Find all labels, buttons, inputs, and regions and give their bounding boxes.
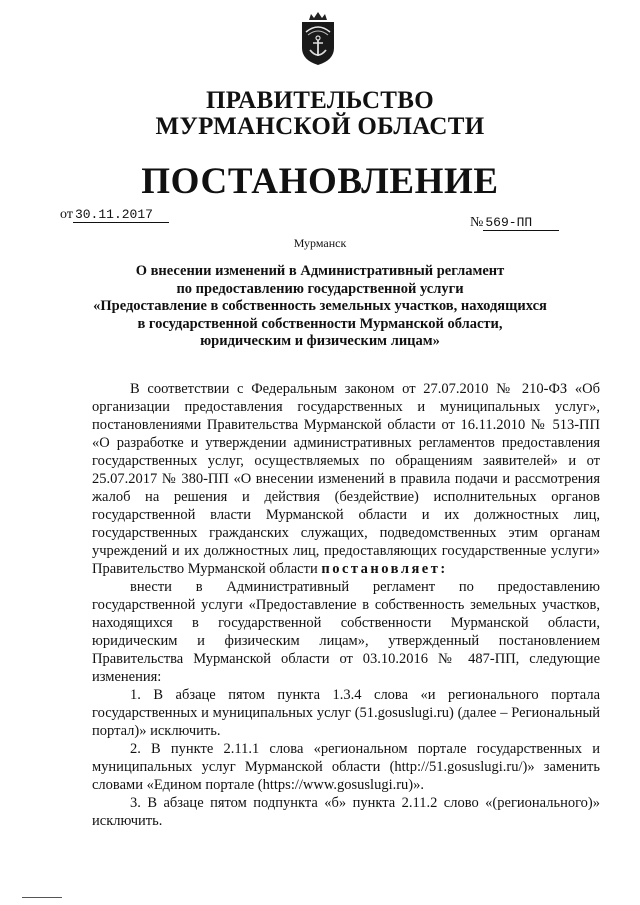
number-prefix: №	[470, 215, 484, 230]
city-name: Мурманск	[293, 236, 347, 250]
government-name-line-1: ПРАВИТЕЛЬСТВО	[206, 87, 434, 114]
amendment-item-1: 1. В абзаце пятом пункта 1.3.4 слова «и регионального портала государственных и муниципальных услуг (51.gosuslugi.ru) (далее – Региональный портал)» исключить.	[92, 687, 600, 739]
title-line: О внесении изменений в Административный регламент	[135, 263, 505, 279]
document-number-field	[470, 215, 559, 231]
preamble-paragraph	[92, 380, 600, 578]
document-type-heading: ПОСТАНОВЛЕНИЕ	[141, 161, 499, 202]
preamble-text: В соответствии с Федеральным законом от 27.07.2010 № 210-ФЗ «Об организации предоставления государственных и муниципальных услуг», постановлениями Правительства Мурманской области от 16.11.2010 № 513-ПП «О разработке и утверждении административных регламентов предоставления государственных услуг, осуществляемых по обращениям заявителей» и от 25.07.2017 № 380-ПП «О внесении изменений в правила подачи и рассмотрения жалоб на решения и действия (бездействие) исполнительных органов государственной власти Мурманской области и их должностных лиц, государственных гражданских служащих, подведомственных этим органам учреждений и их должностных лиц, предоставляющих государственные услуги» Правительство Мурманской области	[92, 381, 600, 577]
resolves-keyword: постановляет:	[321, 561, 448, 577]
title-line: «Предоставление в собственность земельных участков, находящихся	[93, 298, 547, 314]
document-number: 569-ПП	[483, 215, 559, 231]
amendment-item-2: 2. В пункте 2.11.1 слова «региональном портале государственных и муниципальных услуг Мурманской области (http://51.gosuslugi.ru/)» заменить словами «Едином портале (https://www.gosuslugi.ru)».	[92, 741, 600, 793]
amendment-intro-paragraph: внести в Административный регламент по предоставлению государственной услуги «Предоставление в собственность земельных участков, находящихся в государственной собственности Мурманской области, юридическим и физическим лицам», утвержденный постановлением Правительства Мурманской области от 03.10.2016 № 487-ПП, следующие изменения:	[92, 579, 600, 685]
resolution-title	[60, 263, 580, 351]
document-date-field	[60, 207, 169, 223]
government-name-line-2: МУРМАНСКОЙ ОБЛАСТИ	[155, 113, 485, 140]
amendment-item-3: 3. В абзаце пятом подпункта «б» пункта 2.11.2 слово «(регионального)» исключить.	[92, 795, 600, 829]
scan-artifact-divider	[22, 897, 62, 898]
document-date: 30.11.2017	[73, 207, 169, 223]
title-line: в государственной собственности Мурманской области,	[137, 315, 503, 332]
murmansk-coat-of-arms-emblem	[300, 12, 336, 66]
government-name	[0, 88, 640, 140]
date-prefix: от	[60, 207, 73, 222]
title-line: юридическим и физическим лицам»	[200, 333, 440, 349]
title-line: по предоставлению государственной услуги	[176, 280, 464, 297]
document-body	[92, 380, 600, 830]
